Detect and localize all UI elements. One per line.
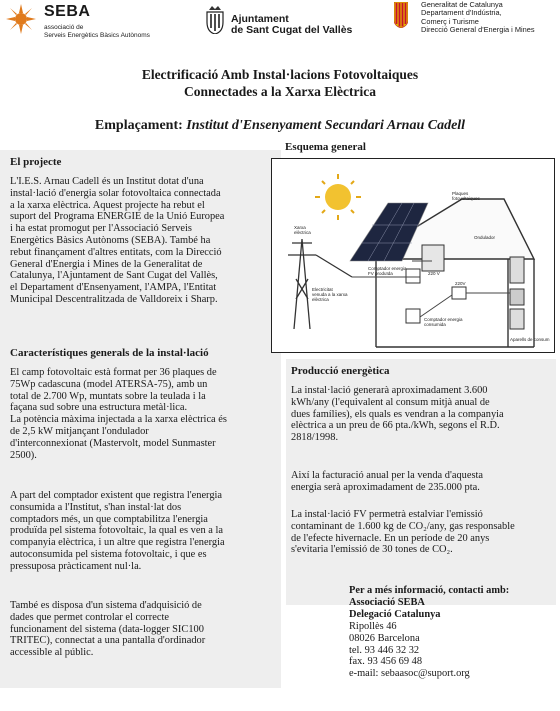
sun-icon [315,174,361,220]
ajuntament-name: Ajuntament de Sant Cugat del Vallès [231,13,353,36]
contact-tel: tel. 93 446 32 32 [349,644,420,656]
contact-email[interactable]: e-mail: sebaasoc@suport.org [349,668,470,680]
contact-dept: Delegació Catalunya [349,608,441,620]
seba-subtitle: associació de Serveis Energètics Bàsics Autònoms [44,24,150,39]
produccio-paragraph-3: La instal·lació FV permetrà estalviar l'emissió contaminant de 1.600 kg de CO₂/any, gas responsable de l'efecte hivernacle. En un període de 20 anys s'evitaria l'emissió de 30 tones de CO₂. [291,509,515,556]
section-heading-produccio: Producció energètica [291,365,390,377]
seba-name: SEBA [44,3,91,20]
produccio-paragraph-2: Així la facturació anual per la venda d'aquesta energia serà aproximadament de 235.000 pta. [291,470,483,493]
contact-block [349,585,554,680]
caracteristiques-paragraph-3: També es disposa d'un sistema d'adquisició de dades que permet controlar el correcte funcionament del sistema (data-logger SIC100 TRITEC), connectat a una pantalla d'ordinador accessible al públic. [10,600,206,659]
socket-icon [452,287,466,299]
caracteristiques-paragraph-1: El camp fotovoltaic està format per 36 plaques de 75Wp cadascuna (model ATERSA-75), amb un total de 2.700 Wp, muntats sobre la teulada i la façana sud sobre una estructura metàl·lica. La potència màxima injectada a la xarxa elèctrica és de 2,5 kW mitjançant l'ondulador d'interconnexionat (Mastervolt, model Sunmaster 2500). [10,367,227,461]
generalitat-name: Generalitat de Catalunya Departament d'Indústria, Comerç i Turisme Direcció General d'Energia i Mines [421,0,535,35]
label-comptador-fv: Comptador energia FV produïda [368,266,407,276]
section-heading-caracteristiques: Característiques generals de la instal·lació [10,347,209,359]
contact-fax: fax. 93 456 69 48 [349,656,423,668]
municipal-crest-icon [205,6,225,34]
label-electricitat: Electricitat venuda a la xarxa elèctrica [312,287,348,302]
label-220v-2: 220V [455,281,466,286]
label-comptador-consum: Comptador energia consumida [424,317,463,327]
contact-heading: Per a més informació, contacti amb: [349,585,510,596]
location-subtitle: Emplaçament: Institut d'Ensenyament Secundari Arnau Cadell [94,118,466,133]
label-aparells: Aparells de consum [510,337,550,342]
projecte-paragraph: L'I.E.S. Arnau Cadell és un Institut dotat d'una instal·lació d'energia solar fotovoltaica connectada a la xarxa elèctrica. Aquest projecte ha rebut el suport del Programa ENERGIE de la Unió Europea i ha estat promogut per l'Associació Serveis Energètics Bàsics Autònoms (SEBA). També ha rebut finançament d'altres entitats, com la Direcció General d'Energia i Mines de la Generalitat de Catalunya, l'Ajuntament de Sant Cugat del Vallès, el Departament d'Ensenyament, l'AMPA, l'Entitat Municipal Descentralitzada de Valldoreix i Sharp. [10,176,225,305]
document-title: Electrificació Amb Instal·lacions Fotovoltaiques Connectades a la Xarxa Elèctrica [141,67,419,99]
electric-pylon-icon [288,239,352,329]
section-heading-projecte: El projecte [10,156,62,168]
system-diagram [271,158,555,353]
contact-city: 08026 Barcelona [349,632,420,644]
appliances-icon [510,257,524,329]
diagram-illustration [272,159,554,352]
inverter-icon [422,245,444,271]
catalan-flag-crest-icon [394,2,408,28]
sun-burst-icon [6,4,36,34]
contact-org: Associació SEBA [349,596,425,608]
label-220v-1: 220 V [428,271,440,276]
section-heading-esquema: Esquema general [285,141,366,153]
contact-street: Ripollès 46 [349,620,397,632]
produccio-paragraph-1: La instal·lació generarà aproximadament 3.600 kWh/any (l'equivalent al consum mitjà anual de dues famílies), els quals es vendran a la companyia elèctrica a un preu de 66 pta./kWh, segons el R.D. 2818/1998. [291,385,504,444]
label-plaques: Plaques fotovoltaiques [452,191,480,201]
caracteristiques-paragraph-2: A part del comptador existent que registra l'energia consumida a l'Institut, s'han instal·lat dos comptadors més, un que comptabilitza l'energia produïda pel sistema fotovoltaic, la qual es ven a la companyia elèctrica, i un altre que registra l'energia autoconsumida pel sistema fotovoltaic, i que es pressuposa pràcticament nul·la. [10,490,225,572]
label-xarxa: Xarxa elèctrica [294,225,311,235]
label-ondulador: Ondulador [474,235,496,240]
